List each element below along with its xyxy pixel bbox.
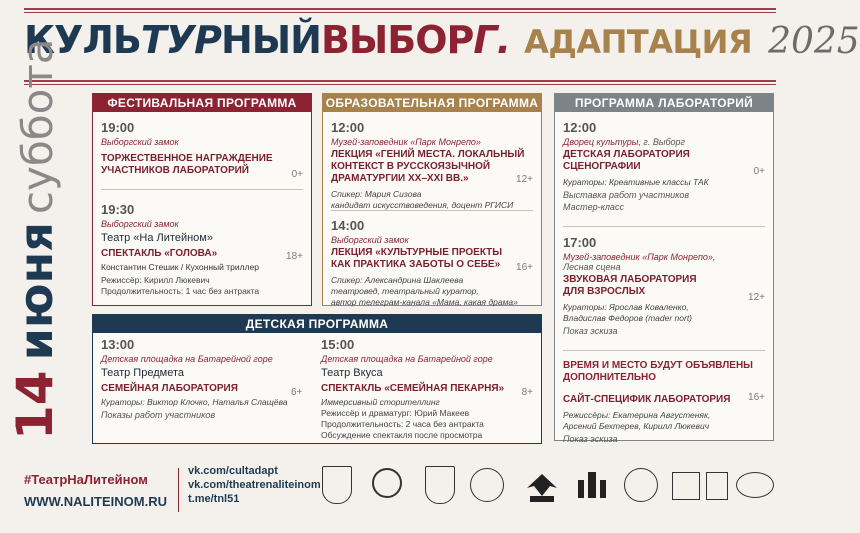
event-author: Константин Стешик / Кухонный триллер xyxy=(101,262,260,272)
event-directors: Режиссёры: Екатерина Августеняк, xyxy=(563,410,711,420)
festival-program-panel xyxy=(92,93,312,306)
vyborg-district-logo xyxy=(425,466,455,504)
kids-event-1 xyxy=(101,337,306,420)
event-speaker-bio-2: автор телеграм-канала «Мама, какая драма» xyxy=(331,297,518,307)
partner-square-logo xyxy=(672,472,700,500)
event-venue: Выборгский замок xyxy=(331,235,409,245)
event-note: Обсуждение спектакля после просмотра xyxy=(321,430,483,440)
education-program-heading: ОБРАЗОВАТЕЛЬНАЯ ПРОГРАММА xyxy=(323,94,541,112)
header-rule-thin xyxy=(24,84,776,85)
event-venue: Детская площадка на Батарейной горе xyxy=(321,354,493,364)
event-time: 12:00 xyxy=(563,120,597,135)
vertical-date xyxy=(6,40,64,440)
event-speaker-bio: театровед, театральный куратор, xyxy=(331,286,479,296)
monrepos-park-logo xyxy=(624,468,658,502)
event-title: ТОРЖЕСТВЕННОЕ НАГРАЖДЕНИЕ xyxy=(101,153,273,164)
event-time: 19:00 xyxy=(101,120,135,135)
telegram-link[interactable]: t.me/tnl51 xyxy=(188,493,240,505)
kids-event-2 xyxy=(321,337,531,441)
header-word-4: ВЫБОР xyxy=(320,18,474,62)
event-title: СПЕКТАКЛЬ «СЕМЕЙНАЯ ПЕКАРНЯ» xyxy=(321,383,505,394)
event-time: 13:00 xyxy=(101,337,135,352)
age-rating: 8+ xyxy=(521,387,533,398)
event-title-line2: УЧАСТНИКОВ ЛАБОРАТОРИЙ xyxy=(101,165,249,176)
event-directors-2: Арсений Бехтерев, Кирилл Люкевич xyxy=(563,421,710,431)
date-month: июня xyxy=(9,222,63,361)
education-program-panel xyxy=(322,93,542,306)
vk-link-theatre[interactable]: vk.com/theatrenaliteinom xyxy=(188,479,321,491)
event-venue-stage: Лесная сцена xyxy=(563,262,621,272)
event-curators-2: Владислав Федоров (mader nort) xyxy=(563,313,693,323)
vyborg-museum-logo xyxy=(574,468,610,504)
event-title: СПЕКТАКЛЬ «ГОЛОВА» xyxy=(101,248,218,259)
age-rating: 12+ xyxy=(516,174,533,185)
vk-link-cultadapt[interactable]: vk.com/cultadapt xyxy=(188,465,278,477)
event-curators: Кураторы: Креативные классы ТАК xyxy=(563,177,709,187)
festival-header xyxy=(24,18,860,74)
event-venue: Музей-заповедник «Парк Монрепо», xyxy=(563,252,716,262)
header-subtitle: АДАПТАЦИЯ xyxy=(524,23,753,61)
event-curators: Кураторы: Ярослав Коваленко, xyxy=(563,302,689,312)
date-day: 14 xyxy=(6,370,64,440)
event-title: СЕМЕЙНАЯ ЛАБОРАТОРИЯ xyxy=(101,383,238,394)
divider xyxy=(563,350,765,351)
labs-event-2 xyxy=(563,235,768,336)
age-rating: 0+ xyxy=(291,169,303,180)
event-title-line2: КАК ПРАКТИКА ЗАБОТЫ О СЕБЕ» xyxy=(331,259,501,270)
event-note: Показ эскиза xyxy=(563,326,618,336)
event-announcement: ВРЕМЯ И МЕСТО БУДУТ ОБЪЯВЛЕНЫ xyxy=(563,360,753,371)
event-venue: Детская площадка на Батарейной горе xyxy=(101,354,273,364)
education-event-1 xyxy=(331,120,536,211)
age-rating: 18+ xyxy=(286,251,303,262)
header-word-2: ТУР xyxy=(140,18,221,62)
event-note: Выставка работ участников xyxy=(563,190,690,200)
labs-event-3 xyxy=(563,358,768,444)
event-speaker: Спикер: Александрина Шаклеева xyxy=(331,275,464,285)
footer-links xyxy=(188,464,321,506)
event-director: Режиссёр: Кирилл Люкевич xyxy=(101,275,210,285)
age-rating: 16+ xyxy=(748,392,765,403)
event-venue: Выборгский замок xyxy=(101,219,179,229)
event-title-line2: КОНТЕКСТ В РУССКОЯЗЫЧНОЙ xyxy=(331,161,491,172)
education-event-2 xyxy=(331,218,536,308)
divider xyxy=(331,210,533,211)
event-duration: Продолжительность: 1 час без антракта xyxy=(101,286,260,296)
event-venue: Дворец культуры, xyxy=(563,137,641,147)
age-rating: 16+ xyxy=(516,262,533,273)
theatre-association-logo xyxy=(470,468,504,502)
event-title-line2: ДЛЯ ВЗРОСЛЫХ xyxy=(563,286,646,297)
partner-oval-logo xyxy=(736,472,774,498)
event-venue: Выборгский замок xyxy=(101,137,179,147)
event-theatre: Театр Предмета xyxy=(101,367,184,379)
divider xyxy=(101,189,303,190)
culture-committee-logo xyxy=(372,468,402,498)
event-director: Режиссёр и драматург: Юрий Макеев xyxy=(321,408,470,418)
event-title: САЙТ-СПЕЦИФИК ЛАБОРАТОРИЯ xyxy=(563,394,731,405)
header-year: 2025 xyxy=(768,21,860,62)
age-rating: 6+ xyxy=(291,387,303,398)
event-title-line2: СЦЕНОГРАФИИ xyxy=(563,161,641,172)
labs-program-panel xyxy=(554,93,774,444)
age-rating: 0+ xyxy=(753,166,765,177)
event-venue-city: г. Выборг xyxy=(643,137,685,147)
kids-program-panel xyxy=(92,314,542,444)
festival-event-2 xyxy=(101,202,306,297)
event-curators: Кураторы: Виктор Клочко, Наталья Слащёва xyxy=(101,397,288,407)
labs-program-heading: ПРОГРАММА ЛАБОРАТОРИЙ xyxy=(555,94,773,112)
partner-small-logo xyxy=(706,472,728,500)
event-time: 17:00 xyxy=(563,235,597,250)
event-title: ДЕТСКАЯ ЛАБОРАТОРИЯ xyxy=(563,149,690,160)
event-duration: Продолжительность: 2 часа без антракта xyxy=(321,419,484,429)
festival-event-1 xyxy=(101,120,306,177)
date-weekday: суббота xyxy=(13,38,62,215)
header-word-1: КУЛЬ xyxy=(24,18,141,62)
theatre-na-liteinom-logo xyxy=(522,468,562,504)
event-title-line3: ДРАМАТУРГИИ XX–XXI ВВ.» xyxy=(331,173,469,184)
footer-site-link[interactable]: WWW.NALITEINOM.RU xyxy=(24,494,167,509)
festival-program-heading: ФЕСТИВАЛЬНАЯ ПРОГРАММА xyxy=(93,94,311,112)
footer-hashtag[interactable]: #ТеатрНаЛитейном xyxy=(24,472,148,487)
event-note: Показ эскиза xyxy=(563,434,618,444)
event-speaker: Спикер: Мария Сизова xyxy=(331,189,422,199)
event-title: ЛЕКЦИЯ «КУЛЬТУРНЫЕ ПРОЕКТЫ xyxy=(331,247,503,258)
header-word-3: НЫЙ xyxy=(220,18,321,62)
top-rule-thin xyxy=(24,12,776,13)
header-rule xyxy=(24,80,776,82)
age-rating: 12+ xyxy=(748,292,765,303)
event-theatre: Театр Вкуса xyxy=(321,367,383,379)
event-title: ЛЕКЦИЯ «ГЕНИЙ МЕСТА. ЛОКАЛЬНЫЙ xyxy=(331,149,525,160)
event-time: 12:00 xyxy=(331,120,365,135)
event-note-2: Мастер-класс xyxy=(563,202,624,212)
coat-of-arms-logo xyxy=(322,466,352,504)
event-speaker-bio: кандидат искусствоведения, доцент РГИСИ xyxy=(331,200,514,210)
labs-event-1 xyxy=(563,120,768,212)
header-word-5: Г. xyxy=(473,18,511,62)
event-announcement-2: ДОПОЛНИТЕЛЬНО xyxy=(563,372,657,383)
top-rule xyxy=(24,8,776,10)
event-genre: Иммерсивный сторителлинг xyxy=(321,397,440,407)
event-time: 14:00 xyxy=(331,218,365,233)
event-title: ЗВУКОВАЯ ЛАБОРАТОРИЯ xyxy=(563,274,697,285)
event-time: 15:00 xyxy=(321,337,355,352)
event-theatre: Театр «На Литейном» xyxy=(101,232,213,244)
event-venue: Музей-заповедник «Парк Монрепо» xyxy=(331,137,481,147)
kids-program-heading: ДЕТСКАЯ ПРОГРАММА xyxy=(93,315,541,333)
event-note: Показы работ участников xyxy=(101,410,216,420)
footer-divider xyxy=(178,468,179,512)
event-time: 19:30 xyxy=(101,202,135,217)
divider xyxy=(563,226,765,227)
